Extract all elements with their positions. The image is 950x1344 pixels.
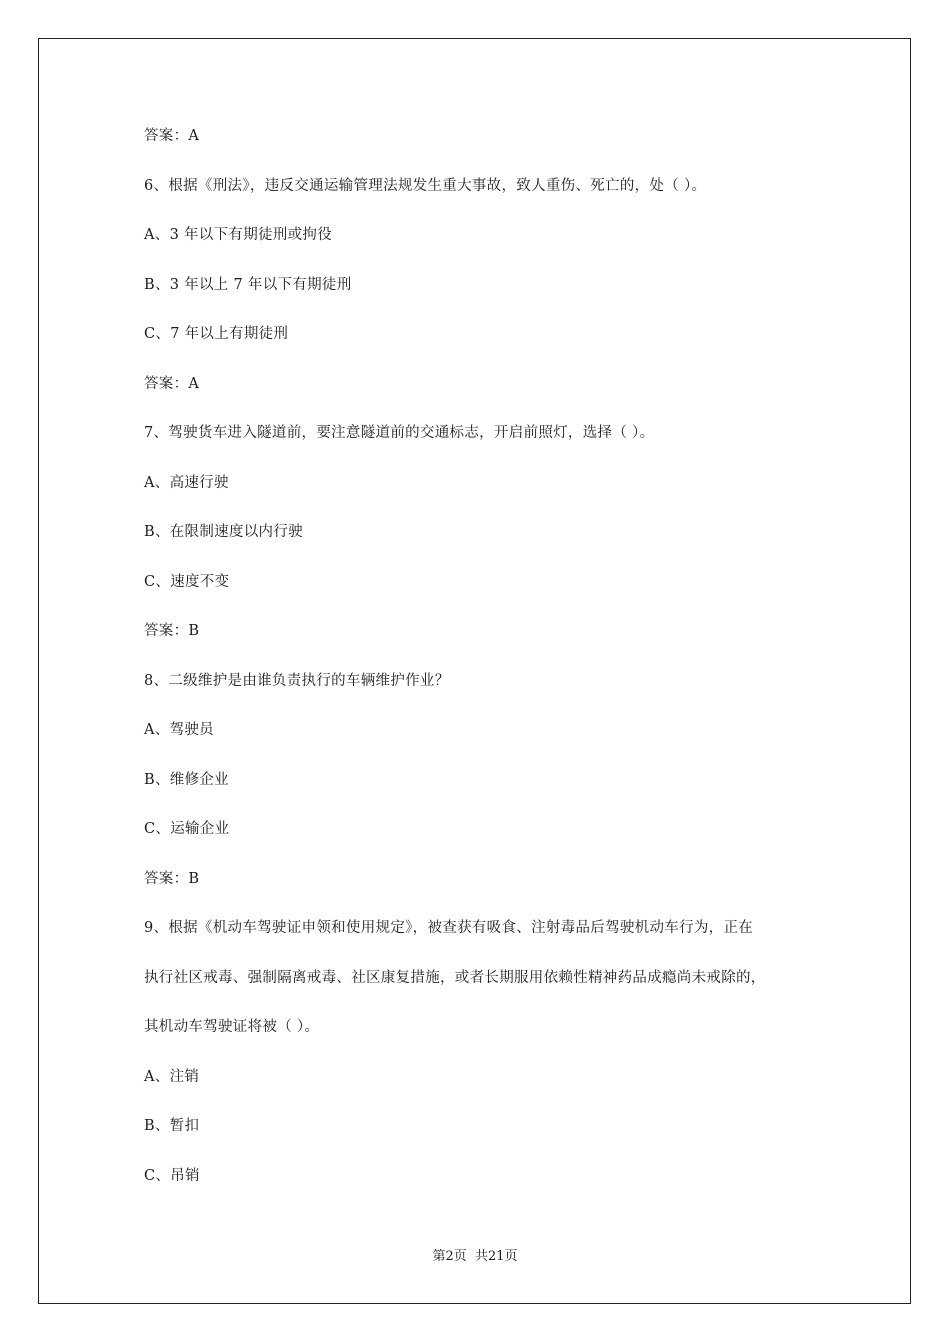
answer-line: 答案：B [144,870,200,887]
answer-line: 答案：A [144,375,200,392]
page-total: 共21页 [474,1249,518,1264]
option-line: C、速度不变 [144,573,230,590]
option-line: B、维修企业 [144,771,229,788]
question-9-line-1: 9、根据《机动车驾驶证申领和使用规定》，被查获有吸食、注射毒品后驾驶机动车行为，正在 [144,920,754,936]
option-line: C、7 年以上有期徒刑 [144,326,289,342]
option-line: A、高速行驶 [144,474,229,491]
option-line: A、驾驶员 [144,722,214,738]
answer-line: 答案：B [144,623,200,639]
option-line: B、3 年以上 7 年以下有期徒刑 [144,276,352,293]
option-line: B、在限制速度以内行驶 [144,524,303,540]
page-footer [0,1248,950,1266]
question-7: 7、驾驶货车进入隧道前，要注意隧道前的交通标志，开启前照灯，选择（ ）。 [144,425,655,441]
question-8: 8、二级维护是由谁负责执行的车辆维护作业？ [144,672,450,689]
option-line: A、注销 [144,1068,200,1085]
option-line: C、吊销 [144,1167,200,1184]
answer-line: 答案：A [144,128,200,144]
option-line: C、运输企业 [144,821,230,837]
question-9-line-2: 执行社区戒毒、强制隔离戒毒、社区康复措施，或者长期服用依赖性精神药品成瘾尚未戒除的， [144,969,766,986]
option-line: A、3 年以下有期徒刑或拘役 [144,227,333,243]
option-line: B、暂扣 [144,1118,200,1134]
question-9-line-3: 其机动车驾驶证将被（ ）。 [144,1019,320,1035]
page-number: 第2页 [432,1249,467,1264]
question-6: 6、根据《刑法》，违反交通运输管理法规发生重大事故，致人重伤、死亡的，处（ ）。 [144,177,707,194]
document-body [144,124,824,1213]
